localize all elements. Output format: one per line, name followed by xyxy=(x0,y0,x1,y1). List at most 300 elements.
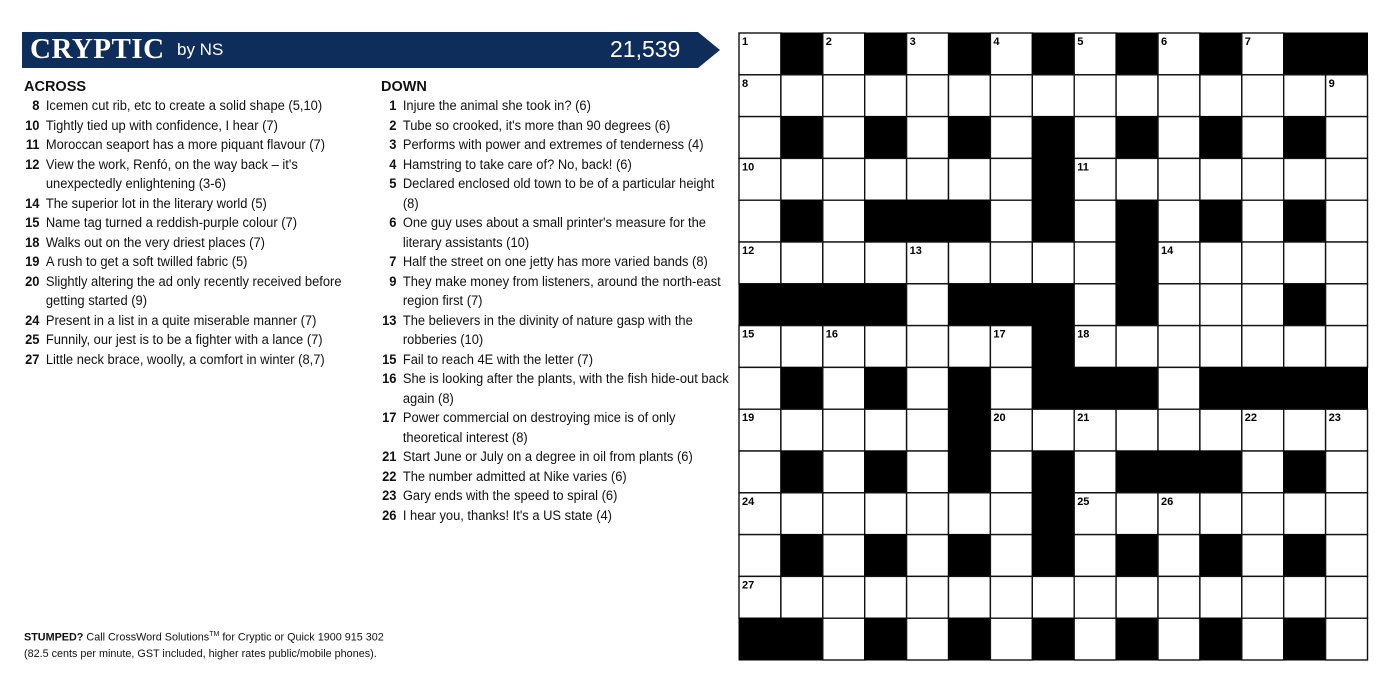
grid-block xyxy=(1116,284,1158,326)
clue-text: The believers in the divinity of nature gasp with the robberies (10) xyxy=(402,312,693,348)
grid-cell[interactable] xyxy=(1242,117,1284,159)
clue-text: Moroccan seaport has a more piquant flavour (7) xyxy=(45,137,325,153)
clue-number: 3 xyxy=(389,137,397,153)
clue-number: 11 xyxy=(25,137,40,153)
grid-cell[interactable] xyxy=(1074,75,1116,117)
grid-cell[interactable] xyxy=(1284,158,1326,200)
clue-number: 2 xyxy=(389,117,397,134)
clue-number: 7 xyxy=(389,254,397,270)
down-clue[interactable] xyxy=(381,97,730,117)
grid-block xyxy=(865,284,907,326)
grid-cell[interactable] xyxy=(990,117,1032,159)
grid-block xyxy=(949,367,991,409)
grid-cell[interactable] xyxy=(949,576,991,618)
grid-cell[interactable] xyxy=(949,326,991,368)
grid-cell[interactable] xyxy=(1242,576,1284,618)
down-clue[interactable] xyxy=(381,214,730,253)
grid-cell[interactable] xyxy=(1326,535,1368,577)
grid-cell[interactable] xyxy=(1242,242,1284,284)
grid-block xyxy=(739,618,781,660)
grid-cell[interactable] xyxy=(907,326,949,368)
grid-cell[interactable] xyxy=(1158,618,1200,660)
grid-cell[interactable] xyxy=(1242,284,1284,326)
grid-cell[interactable] xyxy=(1032,242,1074,284)
grid-block xyxy=(1032,535,1074,577)
grid-cell[interactable] xyxy=(865,158,907,200)
grid-cell[interactable] xyxy=(1074,284,1116,326)
grid-clue-number: 4 xyxy=(993,36,1000,48)
clue-number: 26 xyxy=(382,507,397,524)
puzzle-byline: by NS xyxy=(177,40,224,59)
grid-block xyxy=(1116,367,1158,409)
grid-cell[interactable] xyxy=(907,75,949,117)
puzzle-title: CRYPTIC xyxy=(30,33,165,65)
across-clue[interactable] xyxy=(24,136,373,156)
clue-number: 13 xyxy=(382,312,397,329)
across-clue[interactable] xyxy=(24,234,373,254)
grid-block xyxy=(949,117,991,159)
grid-block xyxy=(1032,158,1074,200)
grid-cell[interactable] xyxy=(907,618,949,660)
grid-block xyxy=(1074,367,1116,409)
clue-text: Walks out on the very driest places (7) xyxy=(45,234,265,251)
grid-block xyxy=(865,618,907,660)
grid-cell[interactable] xyxy=(907,158,949,200)
grid-cell[interactable] xyxy=(1326,618,1368,660)
grid-block xyxy=(1116,618,1158,660)
across-heading: ACROSS xyxy=(24,79,87,95)
grid-clue-number: 5 xyxy=(1077,36,1084,48)
clue-text: I hear you, thanks! It's a US state (4) xyxy=(402,507,612,524)
clue-text: A rush to get a soft twilled fabric (5) xyxy=(45,254,248,270)
grid-cell[interactable] xyxy=(907,451,949,493)
grid-cell[interactable] xyxy=(823,618,865,660)
grid-cell[interactable] xyxy=(1158,284,1200,326)
grid-cell[interactable] xyxy=(1242,326,1284,368)
grid-cell[interactable] xyxy=(1158,326,1200,368)
footer-lead: STUMPED? xyxy=(24,631,84,644)
grid-block xyxy=(865,535,907,577)
clue-number: 25 xyxy=(25,332,40,348)
grid-cell[interactable] xyxy=(1284,75,1326,117)
grid-cell[interactable] xyxy=(949,242,991,284)
grid-clue-number: 26 xyxy=(1161,495,1174,508)
grid-clue-number: 22 xyxy=(1244,412,1258,425)
grid-clue-number: 13 xyxy=(909,245,922,257)
grid-cell[interactable] xyxy=(990,493,1032,535)
grid-cell[interactable] xyxy=(1284,326,1326,368)
grid-cell[interactable] xyxy=(1074,242,1116,284)
clue-text: Declared enclosed old town to be of a particular height (8) xyxy=(402,176,715,212)
grid-block xyxy=(781,200,823,242)
grid-cell[interactable] xyxy=(781,576,823,618)
grid-clue-number: 19 xyxy=(742,412,755,425)
grid-block xyxy=(1284,451,1326,493)
grid-cell[interactable] xyxy=(1326,158,1368,200)
clue-text: They make money from listeners, around the north-east region first (7) xyxy=(402,273,721,309)
clue-text: The number admitted at Nike varies (6) xyxy=(402,468,627,485)
grid-cell[interactable] xyxy=(781,326,823,368)
grid-block xyxy=(1116,33,1158,75)
clue-text: Performs with power and extremes of tenderness (4) xyxy=(402,137,704,153)
clue-number: 15 xyxy=(25,215,40,231)
grid-block xyxy=(865,33,907,75)
footer-note xyxy=(24,627,384,662)
grid-cell[interactable] xyxy=(1284,242,1326,284)
grid-cell[interactable] xyxy=(949,75,991,117)
grid-cell[interactable] xyxy=(1200,158,1242,200)
grid-cell[interactable] xyxy=(865,409,907,451)
grid-cell[interactable] xyxy=(1116,326,1158,368)
clue-text: Half the street on one jetty has more varied bands (8) xyxy=(402,254,708,270)
grid-cell[interactable] xyxy=(1326,451,1368,493)
down-clue[interactable] xyxy=(381,136,730,156)
down-clue[interactable] xyxy=(381,175,730,214)
grid-block xyxy=(1032,326,1074,368)
footer-text-rest: for Cryptic or Quick 1900 915 302 xyxy=(222,631,384,644)
grid-cell[interactable] xyxy=(823,409,865,451)
grid-cell[interactable] xyxy=(1242,451,1284,493)
across-clue[interactable] xyxy=(24,351,373,371)
grid-clue-number: 8 xyxy=(742,77,749,90)
clue-number: 4 xyxy=(389,156,397,173)
grid-cell[interactable] xyxy=(1200,242,1242,284)
grid-cell[interactable] xyxy=(823,75,865,117)
grid-block xyxy=(1032,493,1074,535)
down-clue[interactable] xyxy=(381,156,730,176)
grid-cell[interactable] xyxy=(907,367,949,409)
grid-block xyxy=(1032,33,1074,75)
down-clue[interactable] xyxy=(381,370,730,409)
grid-clue-number: 6 xyxy=(1161,36,1168,48)
grid-block xyxy=(1284,535,1326,577)
grid-block xyxy=(1032,200,1074,242)
down-clue[interactable] xyxy=(381,351,730,371)
grid-cell[interactable] xyxy=(1158,117,1200,159)
clue-number: 16 xyxy=(382,371,397,387)
grid-cell[interactable] xyxy=(739,451,781,493)
grid-clue-number: 23 xyxy=(1328,412,1341,425)
grid-block xyxy=(1116,200,1158,242)
grid-cell[interactable] xyxy=(990,618,1032,660)
grid-cell[interactable] xyxy=(1074,618,1116,660)
grid-cell[interactable] xyxy=(823,451,865,493)
grid-cell[interactable] xyxy=(907,576,949,618)
footer-text: Call CrossWord Solutions xyxy=(86,631,210,644)
across-clue[interactable] xyxy=(24,214,373,234)
grid-clue-number: 9 xyxy=(1328,77,1335,90)
grid-cell[interactable] xyxy=(1074,576,1116,618)
grid-block xyxy=(907,200,949,242)
grid-cell[interactable] xyxy=(907,535,949,577)
grid-block xyxy=(1116,451,1158,493)
grid-cell[interactable] xyxy=(865,75,907,117)
across-clue[interactable] xyxy=(24,312,373,332)
grid-cell[interactable] xyxy=(1158,535,1200,577)
grid-cell[interactable] xyxy=(1326,284,1368,326)
grid-cell[interactable] xyxy=(1032,409,1074,451)
grid-cell[interactable] xyxy=(1284,409,1326,451)
down-clue[interactable] xyxy=(381,409,730,448)
grid-cell[interactable] xyxy=(1116,409,1158,451)
down-clue[interactable] xyxy=(381,487,730,507)
clue-number: 19 xyxy=(25,254,40,270)
across-clue[interactable] xyxy=(24,117,373,137)
grid-cell[interactable] xyxy=(990,75,1032,117)
down-clue[interactable] xyxy=(381,253,730,273)
grid-cell[interactable] xyxy=(823,158,865,200)
grid-cell[interactable] xyxy=(1326,117,1368,159)
grid-cell[interactable] xyxy=(1116,493,1158,535)
clue-number: 8 xyxy=(32,98,40,114)
grid-cell[interactable] xyxy=(1074,535,1116,577)
clue-text: The superior lot in the literary world (5) xyxy=(45,195,267,212)
grid-block xyxy=(781,284,823,326)
grid-cell[interactable] xyxy=(1158,158,1200,200)
across-clue[interactable] xyxy=(24,253,373,273)
grid-block xyxy=(781,535,823,577)
grid-cell[interactable] xyxy=(1242,158,1284,200)
clue-number: 21 xyxy=(382,449,397,465)
grid-cell[interactable] xyxy=(1326,200,1368,242)
grid-cell[interactable] xyxy=(1200,493,1242,535)
grid-block xyxy=(949,409,991,451)
grid-cell[interactable] xyxy=(1158,409,1200,451)
grid-block xyxy=(1326,33,1368,75)
clue-text: Little neck brace, woolly, a comfort in winter (8,7) xyxy=(45,351,325,368)
grid-block xyxy=(823,284,865,326)
grid-cell[interactable] xyxy=(1200,326,1242,368)
grid-cell[interactable] xyxy=(781,493,823,535)
grid-cell[interactable] xyxy=(1032,576,1074,618)
grid-block xyxy=(1032,367,1074,409)
grid-block xyxy=(781,33,823,75)
grid-cell[interactable] xyxy=(1326,493,1368,535)
grid-cell[interactable] xyxy=(1158,200,1200,242)
grid-cell[interactable] xyxy=(1074,200,1116,242)
grid-cell[interactable] xyxy=(865,493,907,535)
grid-cell[interactable] xyxy=(1158,576,1200,618)
grid-block xyxy=(1032,451,1074,493)
grid-block xyxy=(1284,200,1326,242)
grid-block xyxy=(1200,535,1242,577)
clue-text: Icemen cut rib, etc to create a solid shape (5,10) xyxy=(45,98,323,114)
clue-number: 6 xyxy=(389,215,397,231)
grid-cell[interactable] xyxy=(990,367,1032,409)
grid-block xyxy=(781,451,823,493)
grid-cell[interactable] xyxy=(990,158,1032,200)
grid-cell[interactable] xyxy=(781,158,823,200)
grid-cell[interactable] xyxy=(907,409,949,451)
clue-text: She is looking after the plants, with the fish hide-out back again (8) xyxy=(402,371,729,407)
grid-block xyxy=(1200,200,1242,242)
grid-cell[interactable] xyxy=(1284,576,1326,618)
grid-block xyxy=(1032,618,1074,660)
grid-cell[interactable] xyxy=(781,409,823,451)
grid-cell[interactable] xyxy=(1326,576,1368,618)
grid-block xyxy=(1284,618,1326,660)
down-clue[interactable] xyxy=(381,448,730,468)
grid-clue-number: 14 xyxy=(1161,245,1174,257)
grid-block xyxy=(781,117,823,159)
grid-block xyxy=(949,535,991,577)
grid-block xyxy=(865,117,907,159)
grid-cell[interactable] xyxy=(823,242,865,284)
grid-cell[interactable] xyxy=(823,493,865,535)
grid-cell[interactable] xyxy=(781,75,823,117)
down-clue[interactable] xyxy=(381,312,730,351)
clue-text: Name tag turned a reddish-purple colour (7) xyxy=(45,215,298,231)
clue-number: 17 xyxy=(382,410,397,426)
grid-cell[interactable] xyxy=(990,200,1032,242)
grid-cell[interactable] xyxy=(990,535,1032,577)
grid-cell[interactable] xyxy=(1074,117,1116,159)
grid-block xyxy=(949,33,991,75)
down-heading: DOWN xyxy=(381,79,427,95)
grid-block xyxy=(949,284,991,326)
grid-cell[interactable] xyxy=(1242,535,1284,577)
clue-number: 20 xyxy=(25,273,40,290)
clue-text: View the work, Renfó, on the way back – it's unexpectedly enlightening (3-6) xyxy=(45,156,298,192)
clue-number: 22 xyxy=(382,468,397,485)
clue-text: Present in a list in a quite miserable manner (7) xyxy=(45,312,317,329)
grid-cell[interactable] xyxy=(990,576,1032,618)
grid-cell[interactable] xyxy=(990,242,1032,284)
grid-cell[interactable] xyxy=(739,117,781,159)
across-clue[interactable] xyxy=(24,97,373,117)
grid-block xyxy=(1032,117,1074,159)
grid-block xyxy=(1326,367,1368,409)
clue-text: Gary ends with the speed to spiral (6) xyxy=(402,488,618,504)
grid-cell[interactable] xyxy=(739,535,781,577)
grid-block xyxy=(1200,117,1242,159)
across-clue[interactable] xyxy=(24,195,373,215)
grid-clue-number: 20 xyxy=(993,412,1006,425)
grid-cell[interactable] xyxy=(1200,284,1242,326)
clue-number: 23 xyxy=(382,488,397,504)
grid-block xyxy=(739,284,781,326)
grid-cell[interactable] xyxy=(1326,326,1368,368)
grid-clue-number: 21 xyxy=(1077,412,1090,425)
clue-text: Slightly altering the ad only recently received before getting started (9) xyxy=(45,273,342,309)
grid-cell[interactable] xyxy=(1116,576,1158,618)
grid-cell[interactable] xyxy=(907,284,949,326)
grid-block xyxy=(990,284,1032,326)
grid-cell[interactable] xyxy=(907,493,949,535)
grid-cell[interactable] xyxy=(1242,75,1284,117)
grid-cell[interactable] xyxy=(1074,451,1116,493)
grid-cell[interactable] xyxy=(823,200,865,242)
clue-number: 14 xyxy=(25,195,40,212)
grid-clue-number: 7 xyxy=(1244,36,1251,48)
grid-cell[interactable] xyxy=(949,158,991,200)
grid-cell[interactable] xyxy=(949,493,991,535)
down-clue[interactable] xyxy=(381,468,730,488)
across-clue[interactable] xyxy=(24,273,373,312)
clue-text: Start June or July on a degree in oil from plants (6) xyxy=(402,449,693,465)
clue-number: 1 xyxy=(389,98,397,114)
grid-cell[interactable] xyxy=(1032,75,1074,117)
grid-block xyxy=(1200,451,1242,493)
down-clues xyxy=(381,79,729,526)
grid-clue-number: 10 xyxy=(742,161,755,174)
grid-cell[interactable] xyxy=(1326,242,1368,284)
grid-block xyxy=(1284,33,1326,75)
crossword-grid xyxy=(738,32,1370,662)
grid-clue-number: 12 xyxy=(742,245,755,257)
clue-text: Hamstring to take care of? No, back! (6) xyxy=(402,156,632,173)
grid-cell[interactable] xyxy=(1284,493,1326,535)
grid-cell[interactable] xyxy=(1200,75,1242,117)
across-clues xyxy=(24,79,354,370)
grid-clue-number: 3 xyxy=(909,36,916,48)
grid-cell[interactable] xyxy=(865,576,907,618)
grid-cell[interactable] xyxy=(781,242,823,284)
grid-cell[interactable] xyxy=(1242,618,1284,660)
puzzle-number: 21,539 xyxy=(610,36,681,62)
grid-block xyxy=(1284,367,1326,409)
grid-cell[interactable] xyxy=(907,117,949,159)
grid-cell[interactable] xyxy=(823,117,865,159)
grid-cell[interactable] xyxy=(1200,409,1242,451)
grid-clue-number: 25 xyxy=(1077,495,1090,508)
down-clue[interactable] xyxy=(381,507,730,527)
clue-text: Tube so crooked, it's more than 90 degrees (6) xyxy=(402,117,671,134)
clue-number: 27 xyxy=(25,351,40,368)
grid-block xyxy=(865,367,907,409)
grid-block xyxy=(1284,284,1326,326)
grid-clue-number: 1 xyxy=(742,36,749,48)
grid-cell[interactable] xyxy=(865,242,907,284)
clue-number: 10 xyxy=(25,117,40,134)
grid-cell[interactable] xyxy=(739,367,781,409)
clue-text: Funnily, our jest is to be a fighter with a lance (7) xyxy=(45,332,323,348)
grid-block xyxy=(1032,284,1074,326)
grid-block xyxy=(1116,535,1158,577)
grid-cell[interactable] xyxy=(739,200,781,242)
grid-block xyxy=(1200,367,1242,409)
across-clue[interactable] xyxy=(24,331,373,351)
clue-number: 18 xyxy=(25,234,40,251)
grid-cell[interactable] xyxy=(1158,367,1200,409)
grid-cell[interactable] xyxy=(1242,200,1284,242)
grid-block xyxy=(949,200,991,242)
clue-text: One guy uses about a small printer's measure for the literary assistants (10) xyxy=(402,215,706,251)
grid-clue-number: 24 xyxy=(742,495,755,508)
grid-cell[interactable] xyxy=(990,451,1032,493)
grid-cell[interactable] xyxy=(1158,75,1200,117)
grid-clue-number: 18 xyxy=(1077,328,1090,341)
grid-block xyxy=(865,200,907,242)
grid-clue-number: 17 xyxy=(993,328,1006,341)
grid-block xyxy=(1158,451,1200,493)
grid-cell[interactable] xyxy=(823,367,865,409)
grid-cell[interactable] xyxy=(865,326,907,368)
across-clue[interactable] xyxy=(24,156,373,195)
grid-cell[interactable] xyxy=(1116,158,1158,200)
grid-cell[interactable] xyxy=(1116,75,1158,117)
clue-number: 9 xyxy=(389,273,397,290)
grid-cell[interactable] xyxy=(823,576,865,618)
grid-cell[interactable] xyxy=(1242,493,1284,535)
down-clue[interactable] xyxy=(381,117,730,137)
down-clue[interactable] xyxy=(381,273,730,312)
grid-block xyxy=(949,618,991,660)
grid-cell[interactable] xyxy=(823,535,865,577)
grid-cell[interactable] xyxy=(1200,576,1242,618)
grid-block xyxy=(1116,242,1158,284)
clue-text: Fail to reach 4E with the letter (7) xyxy=(402,351,594,368)
